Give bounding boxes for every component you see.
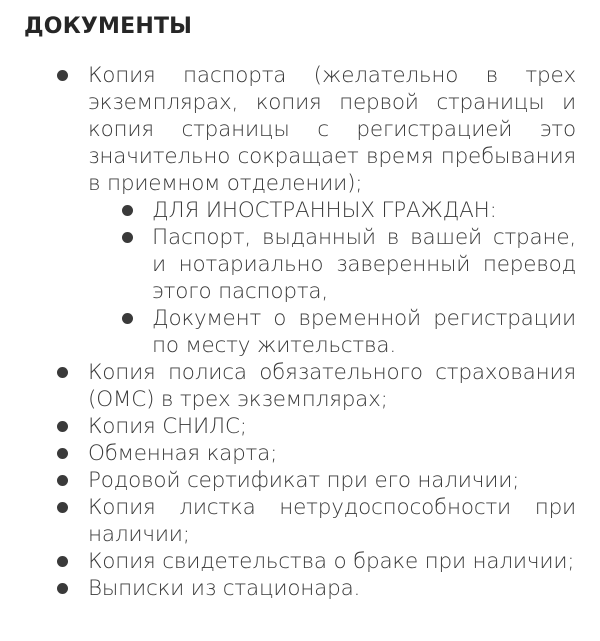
page-title: ДОКУМЕНТЫ (24, 14, 193, 39)
list-item-passport-copy (0, 62, 576, 359)
bullet-icon (57, 448, 68, 459)
list-item-text: Копия листка нетрудоспособности при наличии; (88, 495, 576, 547)
sublist-item-text: Документ о временной регистрации по месту жительства. (152, 306, 576, 358)
list-item-text: Выписки из стационара. (88, 576, 361, 601)
bullet-icon (122, 313, 133, 324)
foreigners-sublist (88, 197, 576, 359)
sublist-item-foreign-passport (152, 224, 576, 305)
list-item-birth-certificate (0, 467, 576, 494)
list-item-oms-policy (0, 359, 576, 413)
list-item-hospital-discharge (0, 575, 576, 602)
bullet-icon (57, 475, 68, 486)
list-item-snils (0, 413, 576, 440)
bullet-icon (57, 556, 68, 567)
list-item-marriage-certificate (0, 548, 576, 575)
list-item-text: Копия паспорта (желательно в трех экземплярах, копия первой страницы и копия страницы с регистрацией это значительно сокращает время пребывания в приемном отделении); (88, 63, 576, 196)
documents-list (0, 62, 576, 602)
list-item-text: Копия полиса обязательного страхования (ОМС) в трех экземплярах; (88, 360, 576, 412)
bullet-icon (57, 367, 68, 378)
bullet-icon (57, 583, 68, 594)
sublist-item-text: Паспорт, выданный в вашей стране, и нотариально заверенный перевод этого паспорта, (152, 225, 576, 304)
list-item-text: Родовой сертификат при его наличии; (88, 468, 520, 493)
bullet-icon (122, 232, 133, 243)
bullet-icon (122, 205, 133, 216)
bullet-icon (57, 70, 68, 81)
sublist-item-text: ДЛЯ ИНОСТРАННЫХ ГРАЖДАН: (152, 198, 497, 223)
list-item-sick-leave (0, 494, 576, 548)
list-item-text: Копия СНИЛС; (88, 414, 247, 439)
sublist-item-temporary-registration (152, 305, 576, 359)
list-item-text: Обменная карта; (88, 441, 278, 466)
list-item-exchange-card (0, 440, 576, 467)
bullet-icon (57, 421, 68, 432)
sublist-item-foreigners-heading (152, 197, 576, 224)
list-item-text: Копия свидетельства о браке при наличии; (88, 549, 575, 574)
bullet-icon (57, 502, 68, 513)
